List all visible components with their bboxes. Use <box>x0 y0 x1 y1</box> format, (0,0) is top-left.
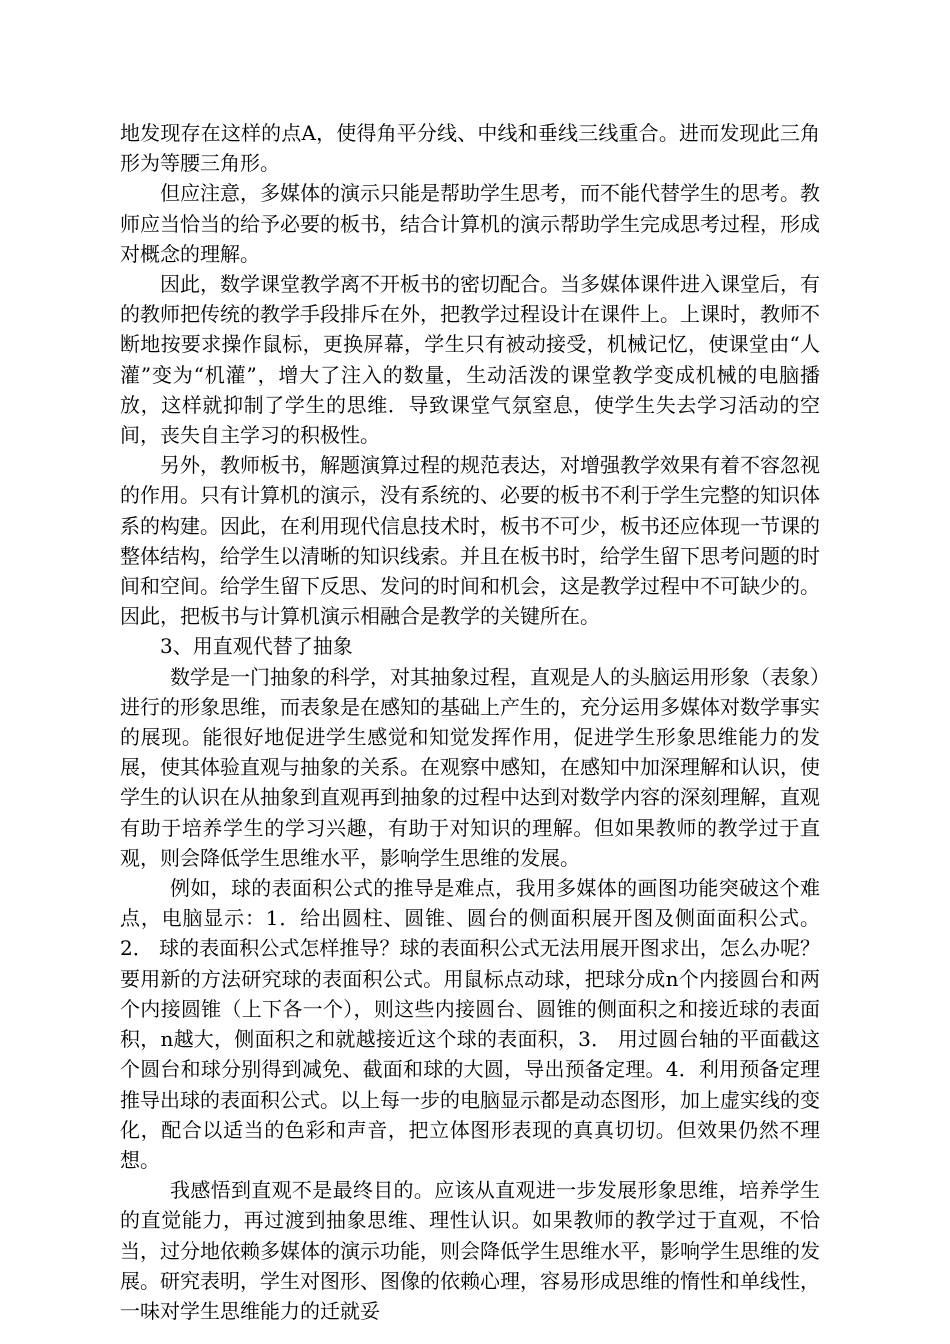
paragraph-4: 另外，教师板书，解题演算过程的规范表达，对增强教学效果有着不容忽视的作用。只有计算机的演示，没有系统的、必要的板书不利于学生完整的知识体系的构建。因此，在利用现代信息技术时，板书不可少，板书还应体现一节课的整体结构，给学生以清晰的知识线索。并且在板书时，给学生留下思考问题的时间和空间。给学生留下反思、发问的时间和机会，这是教学过程中不可缺少的。因此，把板书与计算机演示相融合是教学的关键所在。 <box>120 453 820 629</box>
paragraph-1: 地发现存在这样的点A，使得角平分线、中线和垂线三线重合。进而发现此三角形为等腰三角形。 <box>120 121 820 176</box>
paragraph-5: 数学是一门抽象的科学，对其抽象过程，直观是人的头脑运用形象（表象）进行的形象思维，而表象是在感知的基础上产生的，充分运用多媒体对数学事实的展现。能很好地促进学生感觉和知觉发挥作用，促进学生形象思维能力的发展，使其体验直观与抽象的关系。在观察中感知，在感知中加深理解和认识，使学生的认识在从抽象到直观再到抽象的过程中达到对数学内容的深刻理解，直观有助于培养学生的学习兴趣，有助于对知识的理解。但如果教师的教学过于直观，则会降低学生思维水平，影响学生思维的发展。 <box>120 664 820 870</box>
section-heading: 3、用直观代替了抽象 <box>160 634 353 659</box>
paragraph-3: 因此，数学课堂教学离不开板书的密切配合。当多媒体课件进入课堂后，有的教师把传统的教学手段排斥在外，把教学过程设计在课件上。上课时，教师不断地按要求操作鼠标，更换屏幕，学生只有被动接受，机械记忆，使课堂由“人灌”变为“机灌”，增大了注入的数量，生动活泼的课堂教学变成机械的电脑播放，这样就抑制了学生的思维．导致课堂气氛窒息，使学生失去学习活动的空间，丧失自主学习的积极性。 <box>120 272 820 448</box>
document-page <box>120 118 820 1326</box>
paragraph-7: 我感悟到直观不是最终目的。应该从直观进一步发展形象思维，培养学生的直觉能力，再过渡到抽象思维、理性认识。如果教师的教学过于直观，不恰当，过分地依赖多媒体的演示功能，则会降低学生思维水平，影响学生思维的发展。研究表明，学生对图形、图像的依赖心理，容易形成思维的惰性和单线性，一味对学生思维能力的迁就妥 <box>120 1178 820 1323</box>
paragraph-2: 但应注意，多媒体的演示只能是帮助学生思考，而不能代替学生的思考。教师应当恰当的给予必要的板书，结合计算机的演示帮助学生完成思考过程，形成对概念的理解。 <box>120 181 820 266</box>
paragraph-6: 例如，球的表面积公式的推导是难点，我用多媒体的画图功能突破这个难点，电脑显示：1．给出圆柱、圆锥、圆台的侧面积展开图及侧面面积公式。2． 球的表面积公式怎样推导？球的表面积公式无法用展开图求出，怎么办呢？要用新的方法研究球的表面积公式。用鼠标点动球，把球分成n个内接圆台和两个内接圆锥（上下各一个），则这些内接圆台、圆锥的侧面积之和接近球的表面积，n越大，侧面积之和就越接近这个球的表面积，3． 用过圆台轴的平面截这个圆台和球分别得到减免、截面和球的大圆，导出预备定理。4．利用预备定理推导出球的表面积公式。以上每一步的电脑显示都是动态图形，加上虚实线的变化，配合以适当的色彩和声音，把立体图形表现的真真切切。但效果仍然不理想。 <box>120 876 820 1172</box>
